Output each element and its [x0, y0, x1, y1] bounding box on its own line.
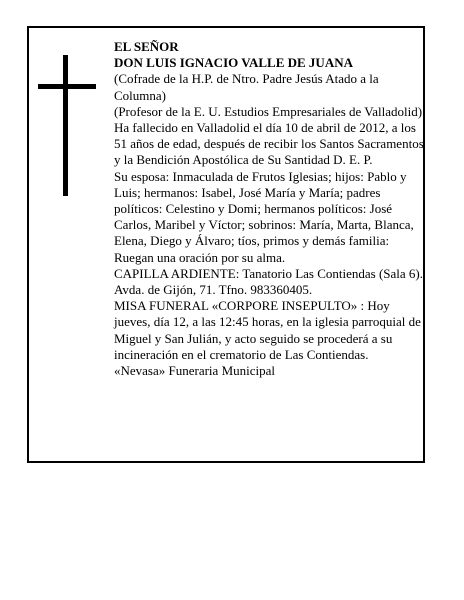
death-announcement: Ha fallecido en Valladolid el día 10 de abril de 2012, a los 51 años de edad, después de recibir los Santos Sacramentos y la Bendición Apostólica de Su Santidad D. E. P. [114, 120, 424, 168]
funeral-mass-info: MISA FUNERAL «CORPORE INSEPULTO» : Hoy jueves, día 12, a las 12:45 horas, en la iglesia parroquial de Miguel y San Julián, y acto seguido se procederá a su incineración en el crematorio de Las Contiendas. [114, 298, 421, 362]
prayer-request: Ruegan una oración por su alma. [114, 249, 286, 265]
chapel-info: CAPILLA ARDIENTE: Tanatorio Las Contiendas (Sala 6). Avda. de Gijón, 71. Tfno. 983360405. [114, 265, 423, 298]
brotherhood-affiliation: (Cofrade de la H.P. de Ntro. Padre Jesús Atado a la Columna) [114, 71, 379, 103]
obituary-title: EL SEÑOR [114, 39, 179, 54]
funeral-home: «Nevasa» Funeraria Municipal [114, 363, 276, 379]
family-list: Su esposa: Inmaculada de Frutos Iglesias; hijos: Pablo y Luis; hermanos: Isabel, José María y María; padres políticos: Celestino y Domi; hermanos políticos: José Carlos, Maribel y Víctor; sobrinos: María, Marta, Blanca, Elena, Diego y Álvaro; tíos, primos y demás familia: [114, 168, 414, 249]
obituary-text [114, 39, 424, 379]
professional-affiliation: (Profesor de la E. U. Estudios Empresariales de Valladolid) [114, 103, 423, 119]
deceased-name: DON LUIS IGNACIO VALLE DE JUANA [114, 55, 353, 71]
cross-vertical-bar [63, 55, 68, 196]
cross-horizontal-bar [38, 84, 96, 89]
